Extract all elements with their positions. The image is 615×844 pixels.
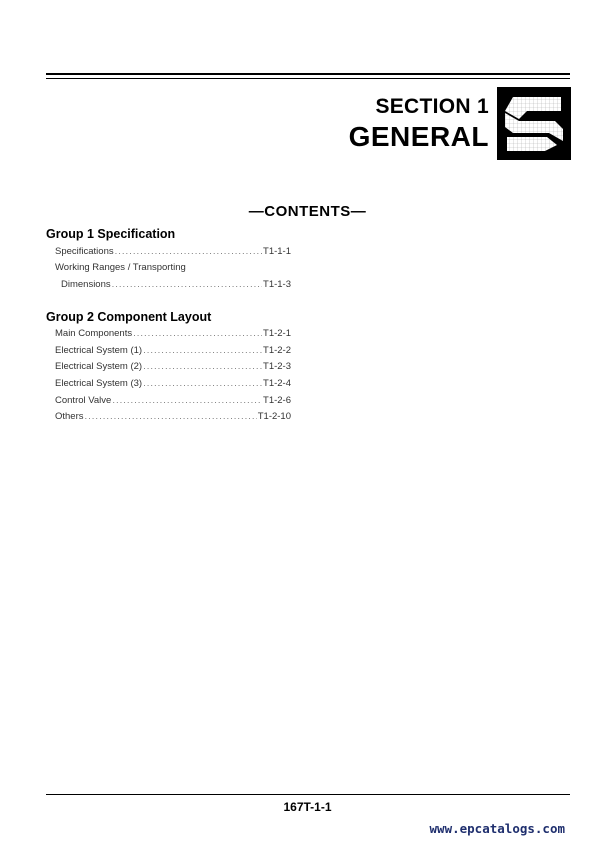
toc-item-label: Specifications bbox=[55, 246, 114, 257]
toc-item[interactable] bbox=[55, 411, 291, 424]
toc-item-label: Others bbox=[55, 411, 84, 422]
header-rule-thick bbox=[46, 73, 570, 75]
dot-leader bbox=[143, 378, 262, 389]
toc-item-label: Electrical System (1) bbox=[55, 345, 143, 356]
toc-item-label: Control Valve bbox=[55, 395, 112, 406]
toc-item[interactable] bbox=[55, 378, 291, 391]
toc-item-page: T1-2-4 bbox=[263, 378, 291, 389]
toc-item-label: Working Ranges / Transporting bbox=[55, 262, 186, 273]
dot-leader bbox=[85, 411, 257, 422]
group-2-title: Group 2 Component Layout bbox=[46, 310, 212, 324]
dot-leader bbox=[143, 361, 262, 372]
toc-item-page: T1-2-1 bbox=[263, 328, 291, 339]
toc-item[interactable] bbox=[55, 246, 291, 259]
toc-item-page: T1-1-3 bbox=[263, 279, 291, 290]
toc-item-page: T1-2-2 bbox=[263, 345, 291, 356]
toc-item[interactable] bbox=[55, 262, 186, 275]
toc-item-page: T1-2-6 bbox=[263, 395, 291, 406]
toc-item[interactable] bbox=[55, 395, 291, 408]
dot-leader bbox=[112, 279, 262, 290]
toc-item[interactable] bbox=[55, 361, 291, 374]
toc-item-label: Electrical System (2) bbox=[55, 361, 143, 372]
dot-leader bbox=[143, 345, 262, 356]
toc-item-page: T1-2-10 bbox=[257, 411, 291, 422]
toc-item[interactable] bbox=[55, 328, 291, 341]
toc-item-label: Main Components bbox=[55, 328, 133, 339]
section-title: GENERAL bbox=[348, 121, 489, 152]
toc-item[interactable] bbox=[61, 279, 291, 292]
toc-item-page: T1-1-1 bbox=[263, 246, 291, 257]
toc-item-label: Dimensions bbox=[61, 279, 111, 290]
header-rule-thin bbox=[46, 78, 570, 79]
toc-item-label: Electrical System (3) bbox=[55, 378, 143, 389]
contents-title: —CONTENTS— bbox=[248, 203, 367, 220]
page-number: 167T-1-1 bbox=[283, 800, 332, 814]
section-label: SECTION 1 bbox=[375, 95, 489, 118]
toc-item-page: T1-2-3 bbox=[263, 361, 291, 372]
watermark-text: www.epcatalogs.com bbox=[429, 821, 565, 836]
toc-item[interactable] bbox=[55, 345, 291, 358]
footer-rule bbox=[46, 794, 570, 795]
dot-leader bbox=[115, 246, 262, 257]
dot-leader bbox=[133, 328, 262, 339]
dot-leader bbox=[112, 395, 262, 406]
group-1-title: Group 1 Specification bbox=[46, 227, 176, 241]
section-s-cube-logo-icon bbox=[497, 87, 571, 160]
